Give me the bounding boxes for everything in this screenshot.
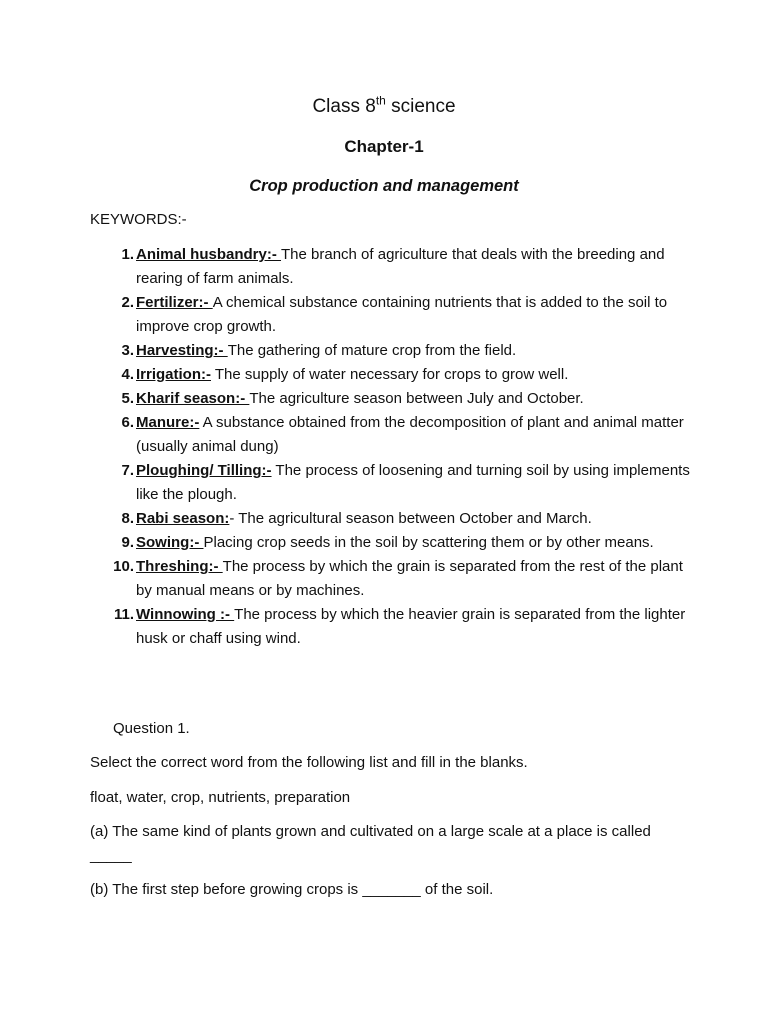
keyword-term: Winnowing :- [136,606,235,623]
keyword-item [90,459,690,507]
keyword-number: 7. [121,462,134,479]
keyword-number: 9. [121,534,134,551]
keyword-number: 6. [121,414,134,431]
keyword-number: 10. [113,558,134,575]
keyword-item [90,507,690,531]
keyword-item [90,411,690,459]
keyword-term: Manure:- [136,414,200,431]
keyword-number: 11. [113,606,134,623]
keyword-definition: Placing crop seeds in the soil by scattering them or by other means. [203,534,654,551]
keyword-number: 8. [121,510,134,527]
keyword-term: Sowing:- [136,534,204,551]
keyword-term: Fertilizer:- [136,294,213,311]
keyword-number: 1. [121,246,134,263]
keyword-item [90,339,690,363]
title-prefix: Class 8 [312,96,376,117]
keyword-definition: The agriculture season between July and October. [249,390,584,407]
keyword-term: Irrigation:- [136,366,211,383]
keyword-item [90,243,690,291]
keywords-heading: KEYWORDS:- [90,211,187,228]
keyword-number: 2. [121,294,134,311]
title-suffix: science [385,96,456,117]
keyword-definition: The gathering of mature crop from the field. [227,342,517,359]
keyword-term: Animal husbandry:- [136,246,282,263]
keyword-definition: The process of loosening and turning soil by using implements like the plough. [136,462,690,503]
keyword-term: Harvesting:- [136,342,228,359]
keyword-definition: The branch of agriculture that deals with the breeding and rearing of farm animals. [136,246,665,287]
keyword-definition: The process by which the heavier grain is separated from the lighter husk or chaff using wind. [136,606,686,647]
keyword-item [90,363,690,387]
keyword-number: 3. [121,342,134,359]
keyword-term: Threshing:- [136,558,223,575]
chapter-subtitle: Crop production and management [249,177,519,195]
keyword-item [90,603,690,651]
keywords-list [90,243,690,651]
keyword-item [90,555,690,603]
question-label: Question 1. [113,720,190,737]
keyword-definition: The process by which the grain is separated from the rest of the plant by manual means or by machines. [136,558,683,599]
word-list: float, water, crop, nutrients, preparation [90,789,351,806]
question-instruction: Select the correct word from the following list and fill in the blanks. [90,754,528,771]
keyword-term: Ploughing/ Tilling:- [136,462,272,479]
keyword-definition: A substance obtained from the decomposition of plant and animal matter (usually animal dung) [136,414,684,455]
keyword-item [90,531,690,555]
keyword-definition: A chemical substance containing nutrients that is added to the soil to improve crop growth. [136,294,668,335]
document-title [0,94,768,120]
keyword-item [90,387,690,411]
keyword-definition: The supply of water necessary for crops to grow well. [211,366,569,383]
title-superscript: th [375,93,386,108]
keyword-number: 4. [121,366,134,383]
keyword-number: 5. [121,390,134,407]
keyword-definition: - The agricultural season between October and March. [229,510,592,527]
question-a: (a) The same kind of plants grown and cultivated on a large scale at a place is called _____ [90,823,651,864]
keyword-term: Kharif season:- [136,390,250,407]
chapter-heading: Chapter-1 [344,137,424,156]
keyword-term: Rabi season: [136,510,230,527]
question-b: (b) The first step before growing crops is _______ of the soil. [90,881,494,898]
keyword-item [90,291,690,339]
